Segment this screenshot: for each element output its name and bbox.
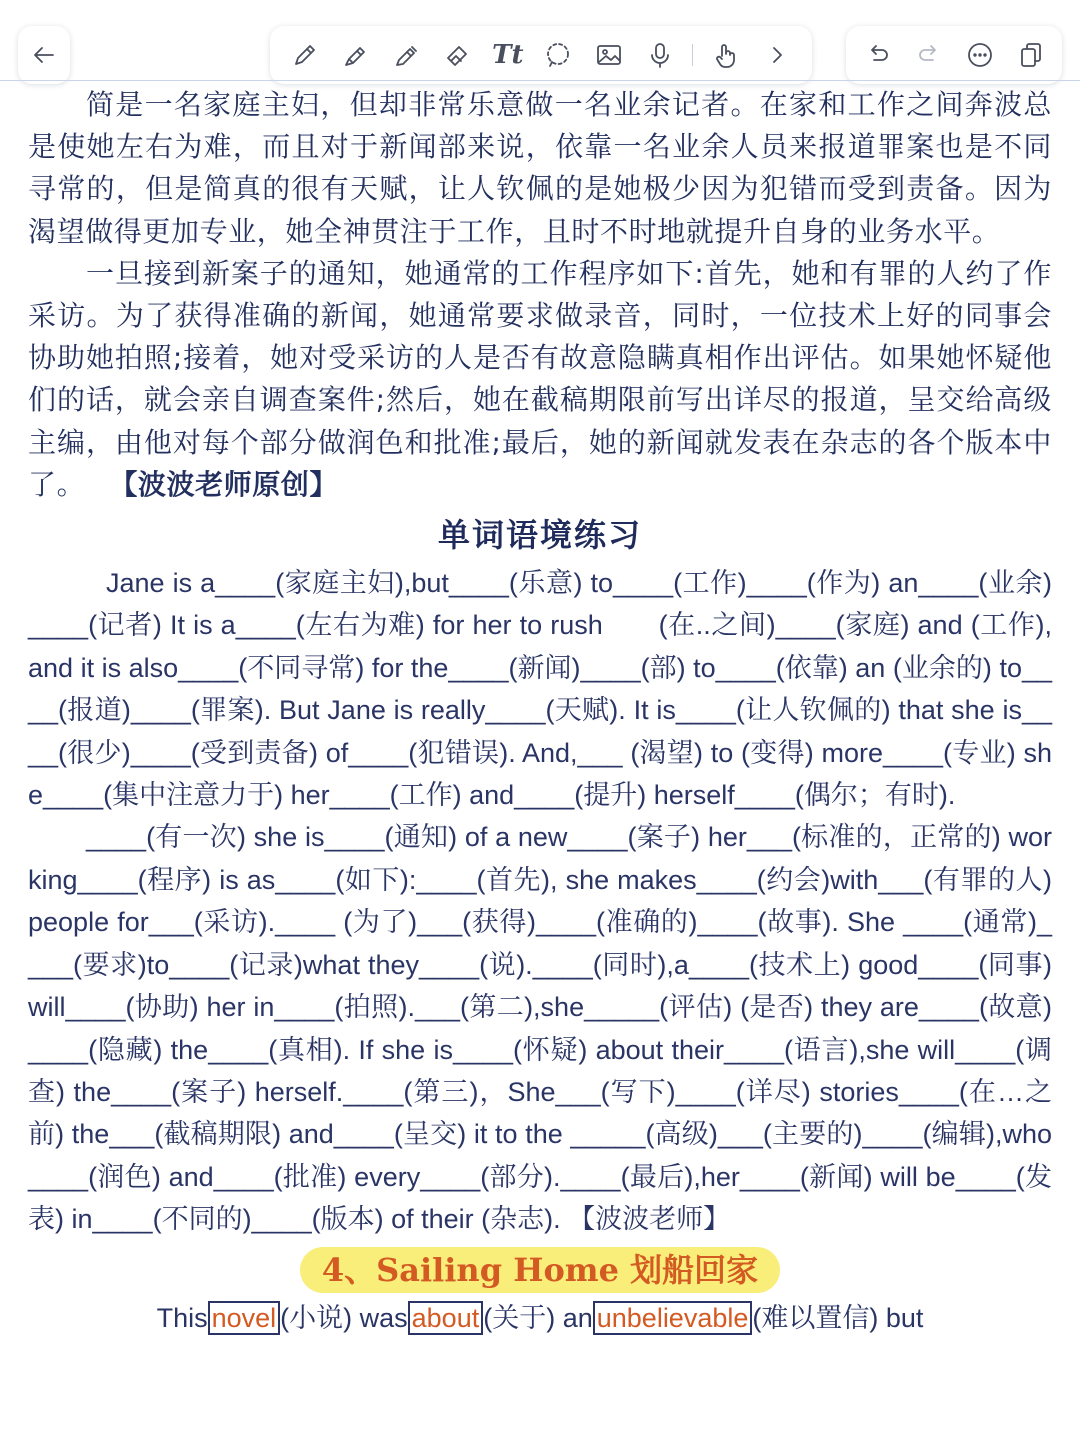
image-icon[interactable] xyxy=(591,37,627,73)
document-page xyxy=(28,84,1052,1339)
author-tag: 【波波老师原创】 xyxy=(109,467,339,501)
vocab-sentence xyxy=(28,1297,1052,1339)
exercise-heading: 单词语境练习 xyxy=(437,516,642,555)
vocab-word-4: (难以置信) but xyxy=(752,1302,924,1333)
vocab-box-1: novel xyxy=(208,1301,281,1335)
vocab-word-1: This xyxy=(156,1302,208,1333)
exercise-paragraph-2 xyxy=(28,816,1052,1240)
exercise-author-tag: 【波波老师】 xyxy=(568,1204,731,1235)
undo-icon[interactable] xyxy=(860,37,896,73)
hand-pointer-icon[interactable] xyxy=(708,37,744,73)
marker-icon[interactable] xyxy=(338,37,374,73)
chevron-right-icon[interactable] xyxy=(759,37,795,73)
section-header xyxy=(28,1247,1052,1297)
toolbar-divider xyxy=(692,44,693,66)
toolbar-divider-line xyxy=(0,80,1080,81)
exercise-paragraph-1: Jane is a____(家庭主妇),but____(乐意) to____(工作)____(作为) an____(业余)____(记者) It is a____(左右为难) for her to rush (在..之间)____(家庭) and (工作), and it is also____(不同寻常) for the____(新闻)____(部) to____(依靠) an (业余的) to____(报道)____(罪案). But Jane is really____(天赋). It is____(让人钦佩的) that she is____(很少)____(受到责备) of____(犯错误). And,___ (渴望) to (变得) more____(专业) she____(集中注意力于) her____(工作) and____(提升) herself____(偶尔；有时). xyxy=(28,568,1052,811)
document-actions xyxy=(846,26,1062,84)
text-tool-icon[interactable] xyxy=(490,37,526,73)
lasso-icon[interactable] xyxy=(540,37,576,73)
highlighter-icon[interactable] xyxy=(389,37,425,73)
pen-icon[interactable] xyxy=(287,37,323,73)
section-title: 4、Sailing Home 划船回家 xyxy=(300,1247,780,1293)
more-icon[interactable] xyxy=(962,37,998,73)
text-tool-label: Tt xyxy=(492,40,524,70)
microphone-icon[interactable] xyxy=(642,37,678,73)
exercise-paragraph-2-text: ____(有一次) she is____(通知) of a new____(案子) her___(标准的，正常的) working____(程序) is as____(如下):____(首先), she makes____(约会)with___(有罪的人) people for___(采访).____ (为了)___(获得)____(准确的)____(故事). She ____(通常)____(要求)to____(记录)what they____(说).____(同时),a____(技术上) good____(同事) will____(协助) her in____(拍照).___(第二),she_____(评估) (是否) they are____(故意)____(隐藏) the____(真相). If she is____(怀疑) about their____(语言),she will____(调查) the____(案子) herself.____(第三)，She___(写下)____(详尽) stories____(在…之前) the___(截稿期限) and____(呈交) it to the _____(高级)___(主要的)____(编辑),who____(润色) and____(批准) every____(部分).____(最后),her____(新闻) will be____(发表) in____(不同的)____(版本) of their (杂志). xyxy=(28,822,1052,1235)
drawing-toolbar xyxy=(270,26,812,84)
eraser-icon[interactable] xyxy=(439,37,475,73)
pages-icon[interactable] xyxy=(1013,37,1049,73)
back-button[interactable] xyxy=(18,26,70,84)
translation-paragraph-2-text: 一旦接到新案子的通知，她通常的工作程序如下:首先，她和有罪的人约了作采访。为了获得准确的新闻，她通常要求做录音，同时，一位技术上好的同事会协助她拍照;接着，她对受采访的人是否有故意隐瞒真相作出评估。如果她怀疑他们的话，就会亲自调查案件;然后，她在截稿期限前写出详尽的报道，呈交给高级主编，由他对每个部分做润色和批准;最后，她的新闻就发表在杂志的各个版本中了。 xyxy=(28,256,1052,501)
translation-paragraph-2 xyxy=(28,253,1052,506)
vocab-box-2: about xyxy=(408,1301,484,1335)
vocab-word-3: (关于) an xyxy=(483,1302,593,1333)
arrow-left-icon xyxy=(26,37,62,73)
vocab-word-2: (小说) was xyxy=(280,1302,408,1333)
vocab-box-3: unbelievable xyxy=(593,1301,753,1335)
redo-icon[interactable] xyxy=(911,37,947,73)
translation-paragraph-1: 简是一名家庭主妇，但却非常乐意做一名业余记者。在家和工作之间奔波总是使她左右为难，而且对于新闻部来说，依靠一名业余人员来报道罪案也是不同寻常的，但是简真的很有天赋，让人钦佩的是她极少因为犯错而受到责备。因为渴望做得更加专业，她全神贯注于工作，且时不时地就提升自身的业务水平。 xyxy=(28,88,1052,248)
